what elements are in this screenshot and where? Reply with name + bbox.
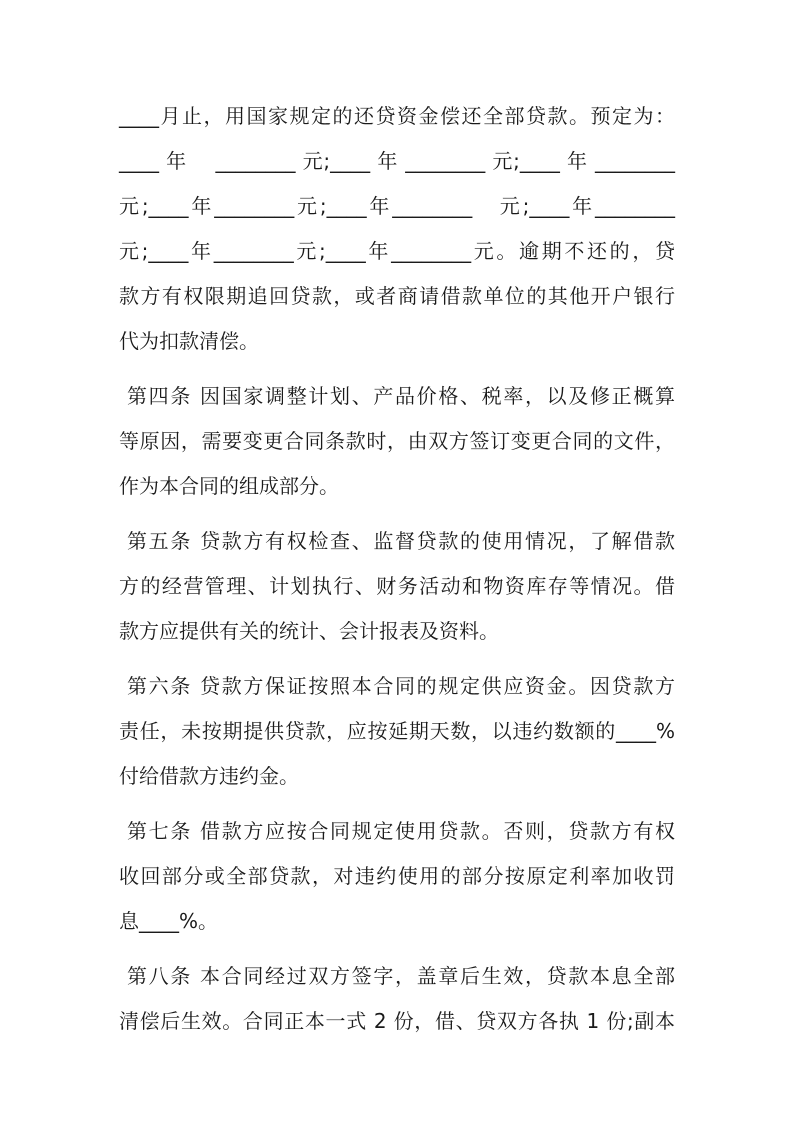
article-7-heading-line: 第七条 借款方应按合同规定使用贷款。否则，贷款方有权 — [119, 819, 675, 843]
article-6-heading-line: 第六条 贷款方保证按照本合同的规定供应资金。因贷款方 — [119, 674, 675, 698]
paragraph-line: 元;____年________元;____年________元。逾期不还的，贷 — [119, 239, 675, 263]
paragraph-line: 付给借款方违约金。 — [119, 764, 299, 788]
paragraph-line: 责任，未按期提供贷款，应按延期天数，以违约数额的____% — [119, 719, 675, 743]
paragraph-line: 清偿后生效。合同正本一式 2 份，借、贷双方各执 1 份;副本 — [119, 1009, 675, 1033]
article-5-heading-line: 第五条 贷款方有权检查、监督贷款的使用情况，了解借款 — [119, 529, 675, 553]
paragraph-line: 款方有权限期追回贷款，或者商请借款单位的其他开户银行 — [119, 284, 675, 308]
article-4-heading-line: 第四条 因国家调整计划、产品价格、税率，以及修正概算 — [119, 384, 675, 408]
paragraph-line: 等原因，需要变更合同条款时，由双方签订变更合同的文件， — [119, 429, 675, 453]
paragraph-line: 收回部分或全部贷款，对违约使用的部分按原定利率加收罚 — [119, 864, 675, 888]
paragraph-line: ____ 年 ________ 元;____ 年 ________ 元;____ 年 ________ — [119, 149, 675, 173]
paragraph-line: 息____%。 — [119, 909, 219, 933]
paragraph-line: 款方应提供有关的统计、会计报表及资料。 — [119, 619, 499, 643]
paragraph-line: ____月止，用国家规定的还贷资金偿还全部贷款。预定为： — [119, 104, 675, 128]
paragraph-line: 方的经营管理、计划执行、财务活动和物资库存等情况。借 — [119, 574, 675, 598]
paragraph-line: 代为扣款清偿。 — [119, 329, 259, 353]
paragraph-line: 元;____年________元;____年________ 元;____年________ — [119, 194, 675, 218]
article-8-heading-line: 第八条 本合同经过双方签字，盖章后生效，贷款本息全部 — [119, 964, 675, 988]
paragraph-line: 作为本合同的组成部分。 — [119, 474, 339, 498]
